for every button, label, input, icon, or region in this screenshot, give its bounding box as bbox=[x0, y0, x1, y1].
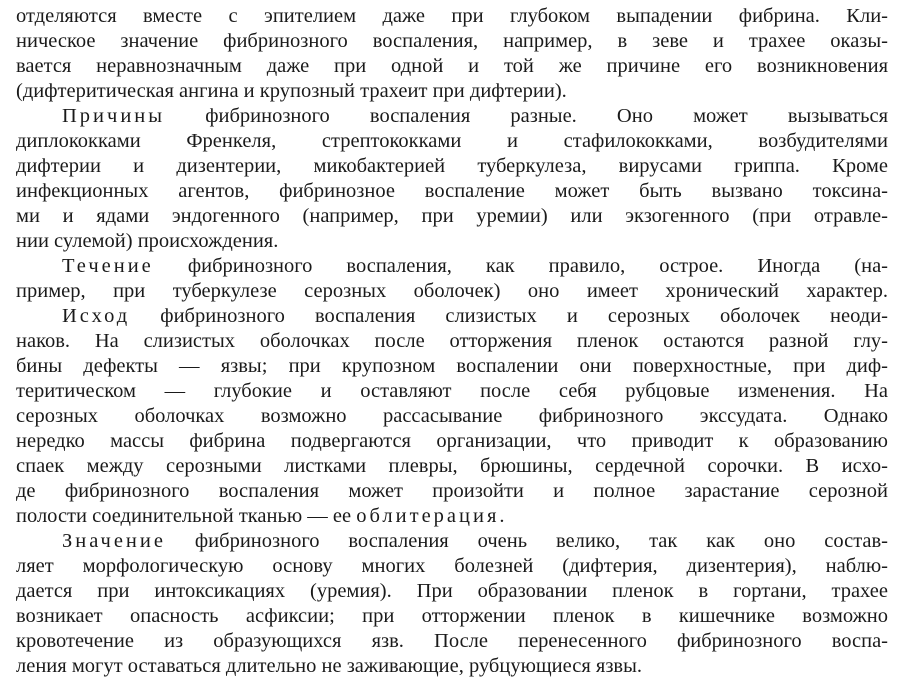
line-text: фибринозного воспаления слизистых и серозных оболочек неоди- bbox=[160, 305, 889, 327]
text-line: (дифтеритическая ангина и крупозный трахеит при дифтерии). bbox=[16, 80, 567, 102]
spaced-term-outcome: Исход bbox=[62, 305, 131, 327]
text-line: спаек между серозными листками плевры, брюшины, сердечной сорочки. В исхо- bbox=[16, 455, 888, 477]
text-line: кровотечение из образующихся язв. После перенесенного фибринозного воспа- bbox=[16, 630, 888, 652]
text-line: ми и ядами эндогенного (например, при уремии) или экзогенного (при отравле- bbox=[16, 205, 888, 227]
text-line: теритическом — глубокие и оставляют после себя рубцовые изменения. На bbox=[16, 380, 888, 402]
text-line: диплококками Френкеля, стрептококками и стафилококками, возбудителями bbox=[16, 130, 888, 152]
line-text: фибринозного воспаления, как правило, острое. Иногда (на- bbox=[187, 255, 889, 277]
paragraph-first-line bbox=[62, 529, 888, 554]
text-line: пример, при туберкулезе серозных оболочек) оно имеет хронический характер. bbox=[16, 280, 888, 302]
text-line: ляет морфологическую основу многих болезней (дифтерия, дизентерия), наблю- bbox=[16, 555, 888, 577]
spaced-term-course: Течение bbox=[62, 255, 154, 277]
text-line: серозных оболочках возможно рассасывание фибринозного экссудата. Однако bbox=[16, 405, 888, 427]
text-line: нии сулемой) происхождения. bbox=[16, 230, 279, 252]
text-line: бины дефекты — язвы; при крупозном воспалении они поверхностные, при диф- bbox=[16, 355, 888, 377]
text-line: ническое значение фибринозного воспаления, например, в зеве и трахее оказы- bbox=[16, 30, 888, 52]
paragraph-first-line bbox=[62, 304, 888, 329]
text-line: инфекционных агентов, фибринозное воспаление может быть вызвано токсина- bbox=[16, 180, 888, 202]
text-line: дифтерии и дизентерии, микобактерией туберкулеза, вирусами гриппа. Кроме bbox=[16, 155, 888, 177]
text-line: нередко массы фибрина подвергаются организации, что приводит к образованию bbox=[16, 430, 888, 452]
paragraph-first-line bbox=[62, 254, 888, 279]
text-line: вается неравнозначным даже при одной и той же причине его возникновения bbox=[16, 55, 888, 77]
text-line: дается при интоксикациях (уремия). При образовании пленок в гортани, трахее bbox=[16, 580, 888, 602]
line-text: фибринозного воспаления разные. Оно может вызываться bbox=[205, 105, 888, 127]
text-line bbox=[16, 504, 888, 529]
paragraph-first-line bbox=[62, 104, 888, 129]
spaced-term-causes: Причины bbox=[62, 105, 166, 127]
spaced-term-obliteration: облитерация. bbox=[356, 505, 508, 527]
line-text: полости соединительной тканью — ее bbox=[16, 505, 352, 527]
line-text: фибринозного воспаления очень велико, так как оно состав- bbox=[194, 530, 889, 552]
text-line: возникает опасность асфиксии; при отторжении пленок в кишечнике возможно bbox=[16, 605, 888, 627]
text-line: ления могут оставаться длительно не заживающие, рубцующиеся язвы. bbox=[16, 655, 643, 677]
spaced-term-significance: Значение bbox=[62, 530, 166, 552]
text-line: де фибринозного воспаления может произойти и полное зарастание серозной bbox=[16, 480, 888, 502]
text-line: отделяются вместе с эпителием даже при глубоком выпадении фибрина. Кли- bbox=[16, 5, 888, 27]
text-line: наков. На слизистых оболочках после отторжения пленок остаются разной глу- bbox=[16, 330, 888, 352]
